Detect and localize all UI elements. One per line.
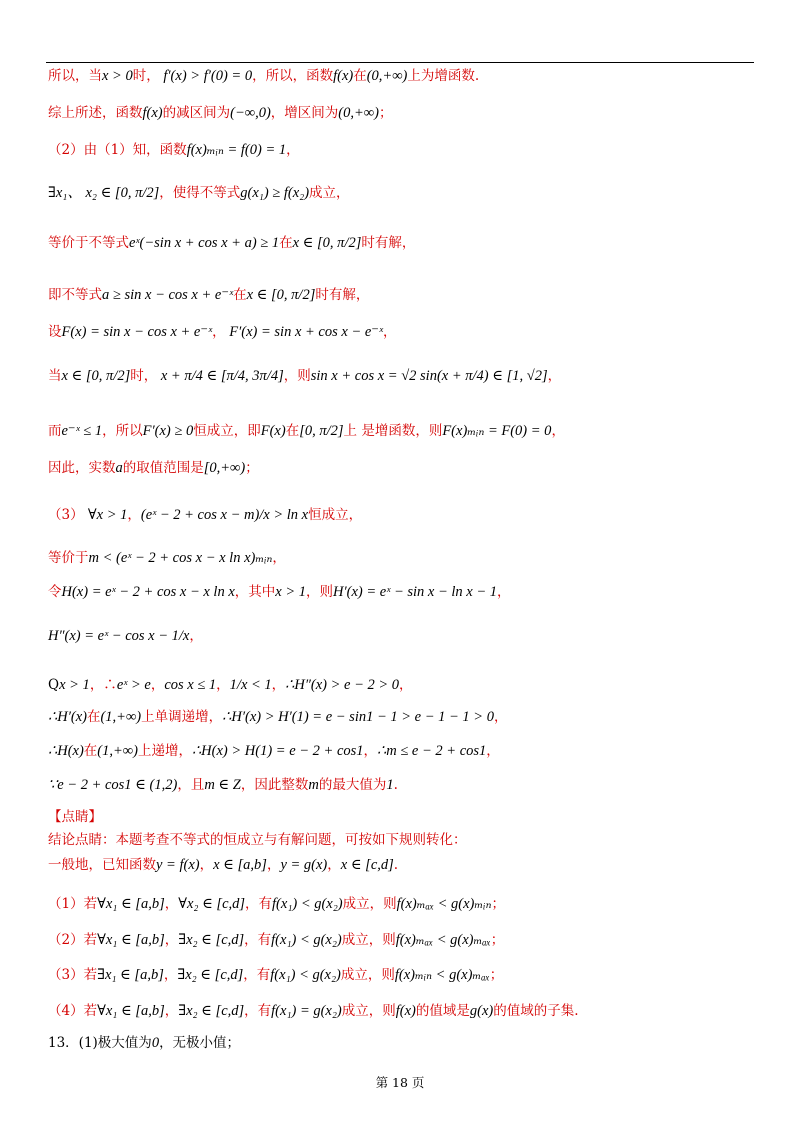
text-line [48, 366, 561, 386]
text-segment: 成立，则 [342, 896, 397, 912]
text-segment: （3）若 [48, 967, 98, 983]
text-line [48, 458, 259, 478]
math-expression: m [308, 777, 319, 793]
text-segment: ，有 [243, 967, 271, 983]
math-expression: a [115, 460, 123, 476]
text-segment: 综上所述，函数 [48, 105, 143, 121]
math-expression: f′(x) > f′(0) = 0 [159, 68, 253, 84]
text-line [48, 707, 507, 727]
text-segment: 恒成立， [308, 507, 363, 523]
text-segment: 【点睛】 [48, 809, 102, 825]
text-line [48, 322, 397, 342]
text-segment: ，有 [245, 896, 273, 912]
header-rule [46, 62, 754, 63]
text-segment: ， [272, 550, 286, 566]
text-segment: ， [551, 423, 565, 439]
text-line [48, 1001, 579, 1021]
math-expression: f(x₁) = g(x₂) [271, 1003, 342, 1019]
text-segment: 一般地，已知函数 [48, 857, 156, 873]
text-segment: ，其中 [234, 584, 276, 600]
math-expression: ∃x₁、 x₂ ∈ [0, π/2] [48, 185, 160, 201]
text-segment: 等价于 [48, 550, 89, 566]
math-expression: ∴H′(x) [48, 709, 87, 725]
math-expression: ∀x > 1 [87, 507, 128, 523]
text-line [48, 626, 203, 646]
text-segment: ，使得不等式 [159, 185, 241, 201]
text-segment: 13．(1)极大值为 [48, 1035, 152, 1051]
text-segment: ， [399, 677, 413, 693]
text-segment: 的值域的子集. [493, 1003, 579, 1019]
math-expression: F(x) = sin x − cos x + e⁻ˣ [61, 324, 213, 340]
math-expression: eˣ > e [116, 677, 151, 693]
text-segment: ，有 [244, 1003, 272, 1019]
text-segment: 成立，则 [340, 967, 395, 983]
math-expression: (0,+∞) [366, 68, 408, 84]
math-expression: F(x)ₘᵢₙ = F(0) = 0 [442, 423, 552, 439]
text-segment: 的减区间为 [162, 105, 231, 121]
math-expression: (0,+∞) [338, 105, 379, 121]
text-segment: （4）若 [48, 1003, 98, 1019]
text-segment: 恒成立，即 [193, 423, 261, 439]
math-expression: F(x) [260, 423, 286, 439]
text-segment: ，则 [283, 368, 311, 384]
text-segment: 时， [130, 368, 158, 384]
text-segment: ， [127, 507, 141, 523]
text-segment: 上递增， [137, 743, 192, 759]
text-segment: 的最大值为 [318, 777, 387, 793]
text-segment: ， [199, 857, 214, 873]
math-expression: 1/x < 1 [229, 677, 272, 693]
math-expression: (eˣ − 2 + cos x − m)/x > ln x [140, 507, 309, 523]
text-segment: 上单调递增， [141, 709, 223, 725]
math-expression: f(x₁) < g(x₂) [270, 967, 341, 983]
text-line [48, 930, 504, 950]
math-expression: f(x)ₘᵢₙ = f(0) = 1 [186, 142, 287, 158]
text-segment: ； [245, 460, 259, 476]
math-expression: f(x) [142, 105, 163, 121]
math-expression: x ∈ [0, π/2] [246, 287, 316, 303]
text-segment: 在 [353, 68, 367, 84]
math-expression: m ∈ Z [204, 777, 241, 793]
text-segment: ， [327, 857, 341, 873]
text-segment: 在 [285, 423, 300, 439]
text-line [48, 582, 511, 602]
text-segment: 设 [48, 324, 62, 340]
text-segment: ； [491, 896, 505, 912]
text-segment: ，增区间为 [270, 105, 339, 121]
math-expression: ∃x₁ ∈ [a,b] [97, 967, 164, 983]
text-segment: ，所以，函数 [252, 68, 334, 84]
math-expression: [0, π/2] [299, 423, 344, 439]
text-segment: ， [212, 324, 226, 340]
math-expression: 1 [386, 777, 394, 793]
math-expression: f(x) [333, 68, 354, 84]
page-number: 第 18 页 [375, 1075, 425, 1090]
math-expression: x ∈ [a,b] [213, 857, 267, 873]
text-line [48, 830, 467, 850]
math-expression: ∴H(x) [48, 743, 84, 759]
text-segment: ， [163, 967, 178, 983]
text-segment: ，有 [244, 932, 272, 948]
math-expression: F′(x) = sin x + cos x − e⁻ˣ [225, 324, 384, 340]
text-segment: ，则 [306, 584, 334, 600]
text-segment: ， [216, 677, 230, 693]
text-segment: 令 [48, 584, 62, 600]
text-segment: （2）若 [48, 932, 98, 948]
text-segment: ， [189, 628, 203, 644]
text-line [48, 505, 362, 525]
text-segment: （1）若 [48, 896, 98, 912]
text-segment: ， [164, 1003, 179, 1019]
math-expression: ∴H(x) > H(1) = e − 2 + cos1 [191, 743, 364, 759]
text-line [48, 675, 413, 695]
text-line [48, 855, 398, 875]
text-segment: ， [266, 857, 281, 873]
math-expression: (1,+∞) [97, 743, 138, 759]
math-expression: f(x₁) < g(x₂) [271, 932, 342, 948]
math-expression: x ∈ [c,d] [340, 857, 394, 873]
text-segment: 在 [83, 743, 98, 759]
text-segment: ，无极小值； [159, 1035, 241, 1051]
text-line [48, 894, 505, 914]
text-segment: ， [363, 743, 378, 759]
text-line [48, 807, 102, 827]
text-segment: 即不等式 [48, 287, 102, 303]
math-expression: x + π/4 ∈ [π/4, 3π/4] [157, 368, 284, 384]
text-segment: . [393, 857, 399, 873]
text-line [48, 233, 415, 253]
math-expression: ∴H″(x) > e − 2 > 0 [285, 677, 400, 693]
text-segment: ，且 [177, 777, 205, 793]
text-segment: ， [493, 709, 508, 725]
text-segment: （3） [48, 507, 88, 523]
math-expression: x > 0 [102, 68, 133, 84]
math-expression: ∴m ≤ e − 2 + cos1 [377, 743, 487, 759]
text-segment: ， [383, 324, 397, 340]
text-segment: 上为增函数. [407, 68, 480, 84]
math-expression: sin x + cos x = √2 sin(x + π/4) ∈ [1, √2] [310, 368, 548, 384]
math-expression: (−∞,0) [230, 105, 271, 121]
math-expression: g(x) [469, 1003, 494, 1019]
text-line [48, 285, 369, 305]
text-line [48, 66, 479, 86]
math-expression: a ≥ sin x − cos x + e⁻ˣ [102, 287, 234, 303]
text-segment: ，∴ [89, 677, 117, 693]
text-segment: ； [378, 105, 393, 121]
text-segment: 而 [48, 423, 62, 439]
math-expression: f(x₁) < g(x₂) [272, 896, 343, 912]
text-line [48, 741, 500, 761]
text-segment: 成立，则 [341, 932, 396, 948]
math-expression: ∀x₂ ∈ [c,d] [178, 896, 246, 912]
text-segment: 在 [279, 235, 293, 251]
math-expression: (1,+∞) [100, 709, 142, 725]
math-expression: cos x ≤ 1 [164, 677, 217, 693]
math-expression: ∀x₁ ∈ [a,b] [97, 932, 165, 948]
text-segment: 的值域是 [415, 1003, 470, 1019]
math-expression: H″(x) = eˣ − cos x − 1/x [48, 628, 190, 644]
text-line [48, 548, 286, 568]
math-expression: x > 1 [59, 677, 90, 693]
math-expression: ∀x₁ ∈ [a,b] [97, 896, 165, 912]
text-segment: ； [490, 932, 505, 948]
text-segment: 等价于不等式 [48, 235, 129, 251]
text-segment: ， [547, 368, 562, 384]
math-expression: ∃x₂ ∈ [c,d] [178, 1003, 245, 1019]
math-expression: y = g(x) [280, 857, 328, 873]
text-segment: ，因此整数 [240, 777, 309, 793]
text-segment: 当 [48, 368, 62, 384]
math-expression: g(x₁) ≥ f(x₂) [240, 185, 310, 201]
math-expression: F′(x) ≥ 0 [142, 423, 194, 439]
text-line [48, 103, 392, 123]
text-segment: ， [497, 584, 511, 600]
text-segment: Q [48, 677, 60, 693]
text-line [48, 775, 398, 795]
text-segment: . [393, 777, 398, 793]
text-segment: 成立，则 [341, 1003, 396, 1019]
math-expression: x ∈ [0, π/2] [61, 368, 131, 384]
text-segment: ， [164, 932, 179, 948]
math-expression: x ∈ [0, π/2] [292, 235, 362, 251]
text-line [48, 421, 565, 441]
text-segment: （2）由（1）知，函数 [48, 142, 187, 158]
math-expression: f(x)ₘₐₓ < g(x)ₘₐₓ [395, 932, 491, 948]
text-segment: ； [489, 967, 504, 983]
text-segment: 的取值范围是 [122, 460, 204, 476]
math-expression: ∀x₁ ∈ [a,b] [97, 1003, 165, 1019]
math-expression: 0 [151, 1035, 160, 1051]
text-line [48, 1033, 240, 1053]
text-segment: ， [150, 677, 165, 693]
math-expression: x > 1 [275, 584, 307, 600]
text-segment: 时， [132, 68, 160, 84]
math-expression: H(x) = eˣ − 2 + cos x − x ln x [61, 584, 235, 600]
text-segment: 上 是增函数，则 [343, 423, 443, 439]
text-segment: 成立， [309, 185, 350, 201]
math-expression: H′(x) = eˣ − sin x − ln x − 1 [333, 584, 497, 600]
text-segment: 时有解， [361, 235, 416, 251]
math-expression: f(x)ₘᵢₙ < g(x)ₘₐₓ [394, 967, 490, 983]
math-expression: y = f(x) [156, 857, 200, 873]
text-segment: ， [271, 677, 286, 693]
text-segment: ， [286, 142, 300, 158]
math-expression: f(x)ₘₐₓ < g(x)ₘᵢₙ [396, 896, 492, 912]
text-segment: 时有解， [315, 287, 370, 303]
text-segment: 结论点睛：本题考查不等式的恒成立与有解问题，可按如下规则转化： [48, 832, 467, 848]
text-segment: ，所以 [102, 423, 143, 439]
math-expression: ∃x₂ ∈ [c,d] [177, 967, 244, 983]
text-segment: ， [486, 743, 500, 759]
text-segment: ， [164, 896, 179, 912]
math-expression: e⁻ˣ ≤ 1 [61, 423, 103, 439]
math-expression: eˣ(−sin x + cos x + a) ≥ 1 [129, 235, 280, 251]
text-segment: 因此，实数 [48, 460, 116, 476]
math-expression: f(x) [395, 1003, 416, 1019]
text-segment: 所以，当 [48, 68, 102, 84]
text-line [48, 965, 503, 985]
math-expression: ∴H′(x) > H′(1) = e − sin1 − 1 > e − 1 − 1 > 0 [222, 709, 494, 725]
text-line [48, 140, 300, 160]
text-segment: 在 [86, 709, 101, 725]
text-segment: 在 [233, 287, 247, 303]
math-expression: [0,+∞) [203, 460, 246, 476]
math-expression: ∃x₂ ∈ [c,d] [178, 932, 245, 948]
text-line [48, 183, 350, 203]
math-expression: m < (eˣ − 2 + cos x − x ln x)ₘᵢₙ [88, 550, 273, 566]
math-expression: ∵e − 2 + cos1 ∈ (1,2) [48, 777, 178, 793]
